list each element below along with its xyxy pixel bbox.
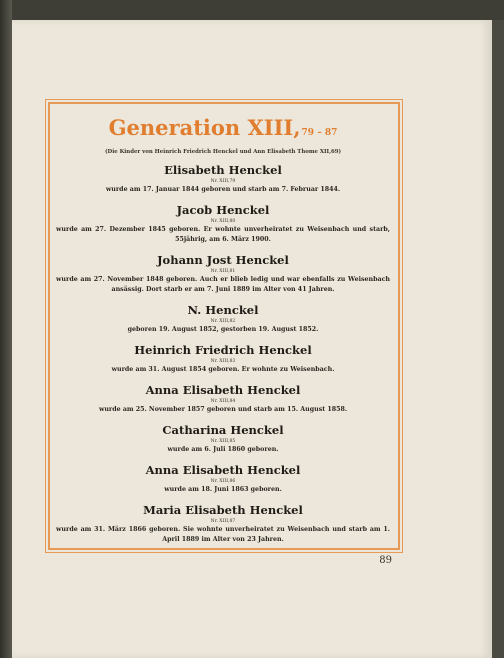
person-description: wurde am 17. Januar 1844 geboren und starb am 7. Februar 1844.	[105, 186, 341, 193]
person-description: geboren 19. August 1852, gestorben 19. August 1852.	[127, 326, 319, 333]
person-number: Nr. XIII,82	[210, 319, 236, 324]
person-number: Nr. XIII,83	[210, 359, 236, 364]
generation-title-text: Generation XIII,	[108, 115, 301, 140]
person-name: Maria Elisabeth Henckel	[143, 503, 303, 517]
scan-background-top	[0, 0, 504, 20]
entry	[56, 163, 390, 195]
generation-title	[56, 116, 390, 145]
person-name: N. Henckel	[187, 303, 259, 317]
entry	[56, 503, 390, 545]
person-number: Nr. XIII,86	[210, 479, 236, 484]
person-number: Nr. XIII,79	[210, 179, 236, 184]
entry	[56, 423, 390, 455]
person-number: Nr. XIII,81	[210, 269, 236, 274]
person-name: Johann Jost Henckel	[157, 253, 289, 267]
person-number: Nr. XIII,80	[210, 219, 236, 224]
person-description: wurde am 27. November 1848 geboren. Auch er blieb ledig und war ebenfalls zu Weisenbach ansässig. Dort starb er am 7. Juni 1889 im Alter von 41 Jahren.	[56, 276, 390, 293]
person-name: Heinrich Friedrich Henckel	[134, 343, 312, 357]
person-description: wurde am 6. Juli 1860 geboren.	[167, 446, 279, 453]
person-description: wurde am 31. August 1854 geboren. Er wohnte zu Weisenbach.	[111, 366, 335, 373]
person-name: Anna Elisabeth Henckel	[145, 383, 301, 397]
generation-subtitle: (Die Kinder von Heinrich Friedrich Henckel und Ann Elisabeth Thome XII,69)	[104, 149, 342, 155]
person-name: Catharina Henckel	[162, 423, 284, 437]
person-description: wurde am 27. Dezember 1845 geboren. Er wohnte unverheiratet zu Weisenbach und starb, 55jährig, am 6. März 1900.	[56, 226, 390, 243]
book-page	[12, 20, 492, 658]
scan-background-left	[0, 0, 12, 658]
person-number: Nr. XIII,85	[210, 439, 236, 444]
entry	[56, 463, 390, 495]
generation-range: 79 – 87	[301, 128, 338, 138]
person-description: wurde am 18. Juni 1863 geboren.	[164, 486, 282, 493]
entry	[56, 203, 390, 245]
entry	[56, 253, 390, 295]
person-name: Anna Elisabeth Henckel	[145, 463, 301, 477]
entry	[56, 343, 390, 375]
person-description: wurde am 31. März 1866 geboren. Sie wohnte unverheiratet zu Weisenbach und starb am 1. April 1889 im Alter von 23 Jahren.	[56, 526, 390, 543]
entry	[56, 303, 390, 335]
person-description: wurde am 25. November 1857 geboren und starb am 15. August 1858.	[98, 406, 348, 413]
person-number: Nr. XIII,87	[210, 519, 236, 524]
person-name: Elisabeth Henckel	[164, 163, 282, 177]
page-number: 89	[379, 555, 392, 566]
person-number: Nr. XIII,84	[210, 399, 236, 404]
entry	[56, 383, 390, 415]
person-name: Jacob Henckel	[176, 203, 270, 217]
page-content	[56, 104, 390, 545]
